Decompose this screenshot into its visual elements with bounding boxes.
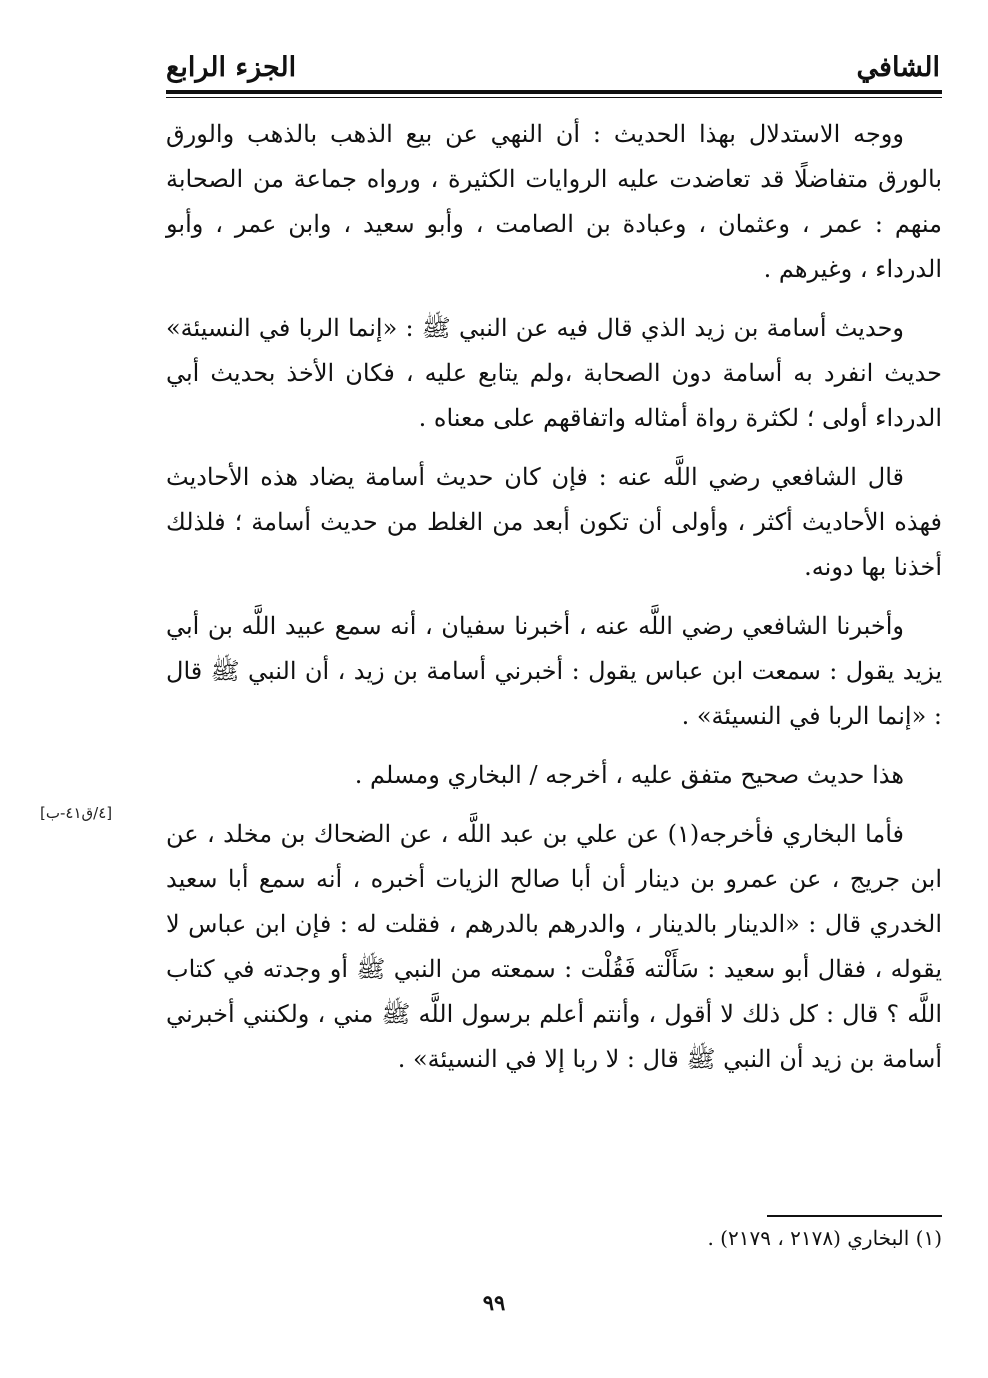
volume-label: الجزء الرابع	[166, 52, 297, 83]
paragraph: وحديث أسامة بن زيد الذي قال فيه عن النبي ﷺ : «إنما الربا في النسيئة» حديث انفرد به أسامة دون الصحابة ،ولم يتابع عليه ، فكان الأخذ بحديث أبي الدرداء أولى ؛ لكثرة رواة أمثاله واتفاقهم على معناه .	[166, 314, 942, 432]
paragraph: ووجه الاستدلال بهذا الحديث : أن النهي عن بيع الذهب بالذهب والورق بالورق متفاضلًا قد تعاضدت عليه الروايات الكثيرة ، ورواه جماعة من الصحابة منهم : عمر ، وعثمان ، وعبادة بن الصامت ، وأبو سعيد ، وابن عمر ، وأبو الدرداء ، وغيرهم .	[166, 120, 942, 283]
manuscript-folio-note: [٤/ق٤١-ب]	[40, 804, 113, 822]
paragraph: قال الشافعي رضي اللَّه عنه : فإن كان حديث أسامة يضاد هذه الأحاديث فهذه الأحاديث أكثر ، وأولى أن تكون أبعد من الغلط من حديث أسامة ؛ فلذلك أخذنا بها دونه.	[166, 463, 942, 581]
header-rule	[166, 90, 942, 94]
paragraph: هذا حديث صحيح متفق عليه ، أخرجه / البخاري ومسلم .	[354, 761, 904, 789]
footnote: (١) البخاري (٢١٧٨ ، ٢١٧٩) .	[707, 1226, 942, 1250]
paragraph: فأما البخاري فأخرجه(١) عن علي بن عبد اللَّه ، عن الضحاك بن مخلد ، عن ابن جريج ، عن عمرو بن دينار أن أبا صالح الزيات أخبره ، أنه سمع أبا سعيد الخدري قال : «الدينار بالدينار ، والدرهم بالدرهم ، فقلت له : فإن ابن عباس لا يقوله ، فقال أبو سعيد : سَأَلْته فَقُلْت : سمعته من النبي ﷺ أو وجدته في كتاب اللَّه ؟ قال : كل ذلك لا أقول ، وأنتم أعلم برسول اللَّه ﷺ مني ، ولكنني أخبرني أسامة بن زيد أن النبي ﷺ قال : لا ربا إلا في النسيئة» .	[166, 820, 942, 1073]
footnote-separator	[767, 1215, 942, 1217]
paragraph: وأخبرنا الشافعي رضي اللَّه عنه ، أخبرنا سفيان ، أنه سمع عبيد اللَّه بن أبي يزيد يقول : سمعت ابن عباس يقول : أخبرني أسامة بن زيد ، أن النبي ﷺ قال : «إنما الربا في النسيئة» .	[166, 612, 942, 730]
main-text	[166, 112, 942, 1096]
page-number: ٩٩	[482, 1290, 506, 1315]
running-header	[166, 40, 940, 92]
book-title: الشافي	[856, 52, 940, 83]
header-rule-thin	[166, 97, 942, 98]
